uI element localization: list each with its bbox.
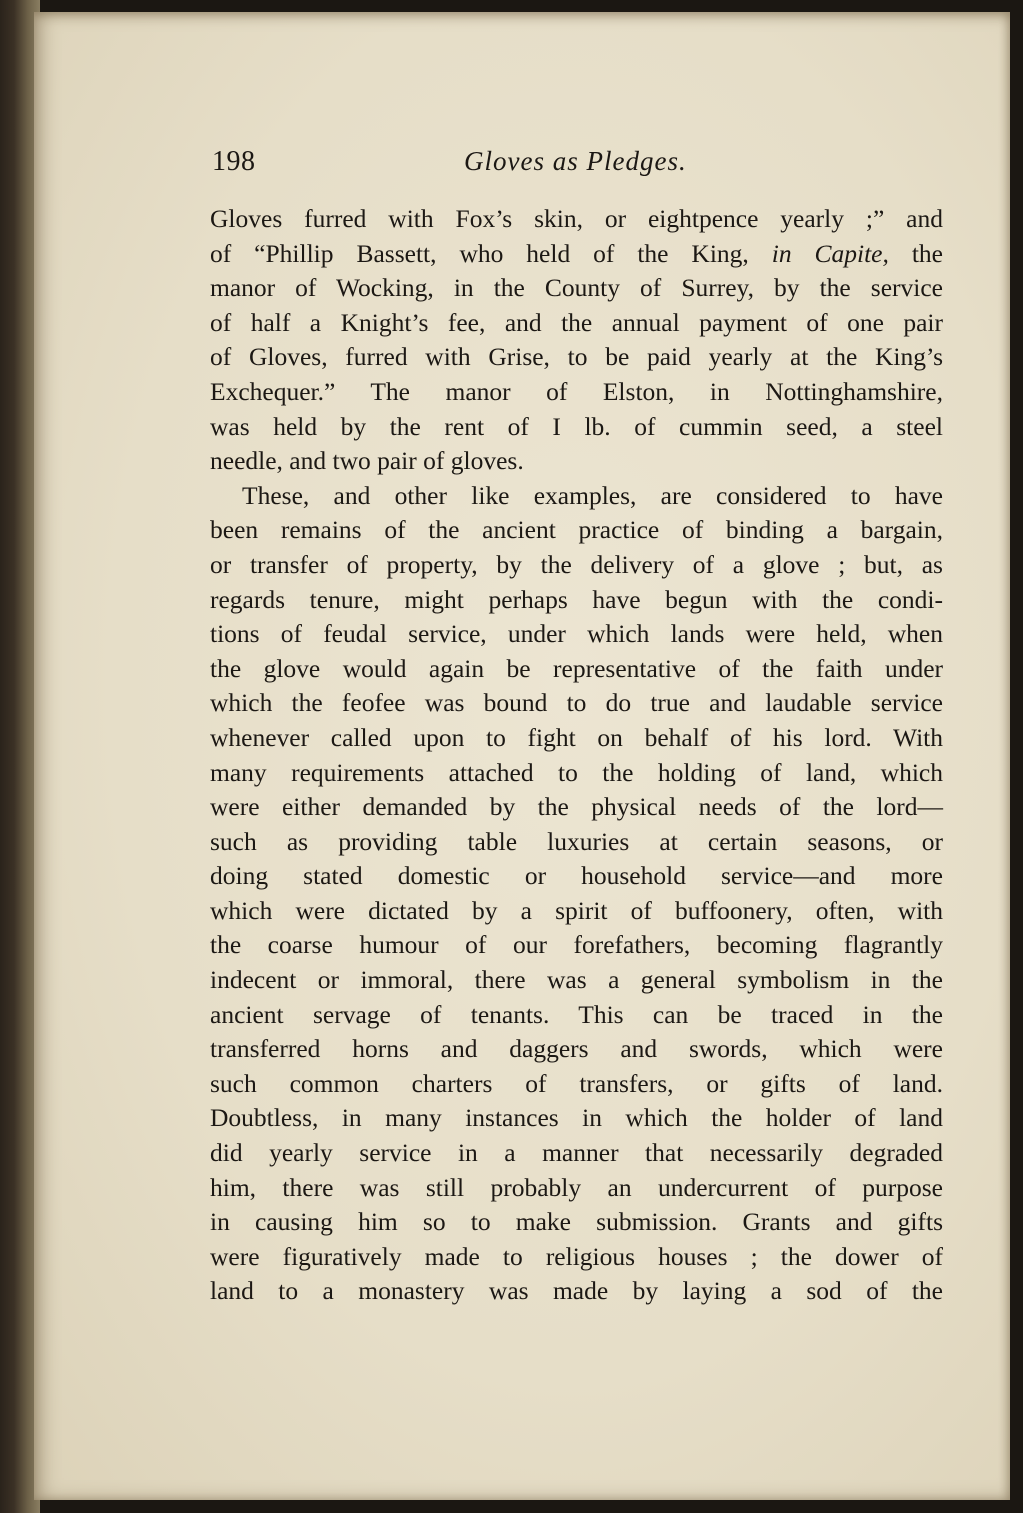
text-line: Gloves furred with Fox’s skin, or eightpence yearly ;” and — [210, 204, 943, 233]
text-line: or transfer of property, by the delivery of a glove ; but, as — [210, 549, 943, 579]
text-line: were either demanded by the physical needs of the lord— — [210, 792, 943, 822]
text-line: doing stated domestic or household service—and more — [210, 861, 943, 891]
text-line: tions of feudal service, under which lands were held, when — [210, 619, 943, 649]
text-line: Exchequer.” The manor of Elston, in Nottinghamshire, — [210, 376, 943, 406]
text-line: of half a Knight’s fee, and the annual payment of one pair — [210, 307, 943, 337]
text-line: in causing him so to make submission. Grants and gifts — [210, 1207, 943, 1237]
page-header — [212, 146, 942, 186]
text-line — [210, 237, 943, 272]
text-line: many requirements attached to the holding of land, which — [210, 757, 943, 787]
text-line: did yearly service in a manner that necessarily degraded — [210, 1138, 943, 1168]
text-line: land to a monastery was made by laying a sod of the — [210, 1276, 943, 1306]
text-line: were figuratively made to religious houses ; the dower of — [210, 1241, 943, 1271]
text-line: such as providing table luxuries at certain seasons, or — [210, 826, 943, 856]
text-line: manor of Wocking, in the County of Surrey, by the service — [210, 273, 943, 303]
text-line: needle, and two pair of gloves. — [210, 446, 524, 476]
text-line: the coarse humour of our forefathers, becoming flagrantly — [210, 930, 943, 960]
text-line: regards tenure, might perhaps have begun with the condi- — [210, 584, 943, 614]
text-line: him, there was still probably an undercurrent of purpose — [210, 1172, 943, 1202]
page-number: 198 — [212, 146, 256, 177]
text-line: transferred horns and daggers and swords, which were — [210, 1034, 943, 1064]
text-line: such common charters of transfers, or gifts of land. — [210, 1068, 943, 1098]
text-line: the glove would again be representative of the faith under — [210, 653, 943, 683]
text-line: indecent or immoral, there was a general symbolism in the — [210, 965, 943, 995]
text-line: was held by the rent of I lb. of cummin seed, a steel — [210, 411, 943, 441]
text-line: of Gloves, furred with Grise, to be paid yearly at the King’s — [210, 342, 943, 372]
text-segment: of “Phillip Bassett, who held of the King, — [210, 238, 772, 268]
italic-phrase: in Capite, — [771, 238, 889, 268]
running-title: Gloves as Pledges. — [464, 146, 687, 176]
text-line: Doubtless, in many instances in which the holder of land — [210, 1103, 943, 1133]
text-line: which were dictated by a spirit of buffoonery, often, with — [210, 895, 943, 925]
text-line: whenever called upon to fight on behalf of his lord. With — [210, 722, 943, 752]
text-line: which the feofee was bound to do true and laudable service — [210, 688, 943, 718]
text-line: ancient servage of tenants. This can be traced in the — [210, 999, 943, 1029]
text-segment: the — [888, 238, 943, 268]
text-line: been remains of the ancient practice of binding a bargain, — [210, 515, 943, 545]
text-line: These, and other like examples, are considered to have — [242, 480, 943, 510]
body-text — [210, 202, 943, 1309]
